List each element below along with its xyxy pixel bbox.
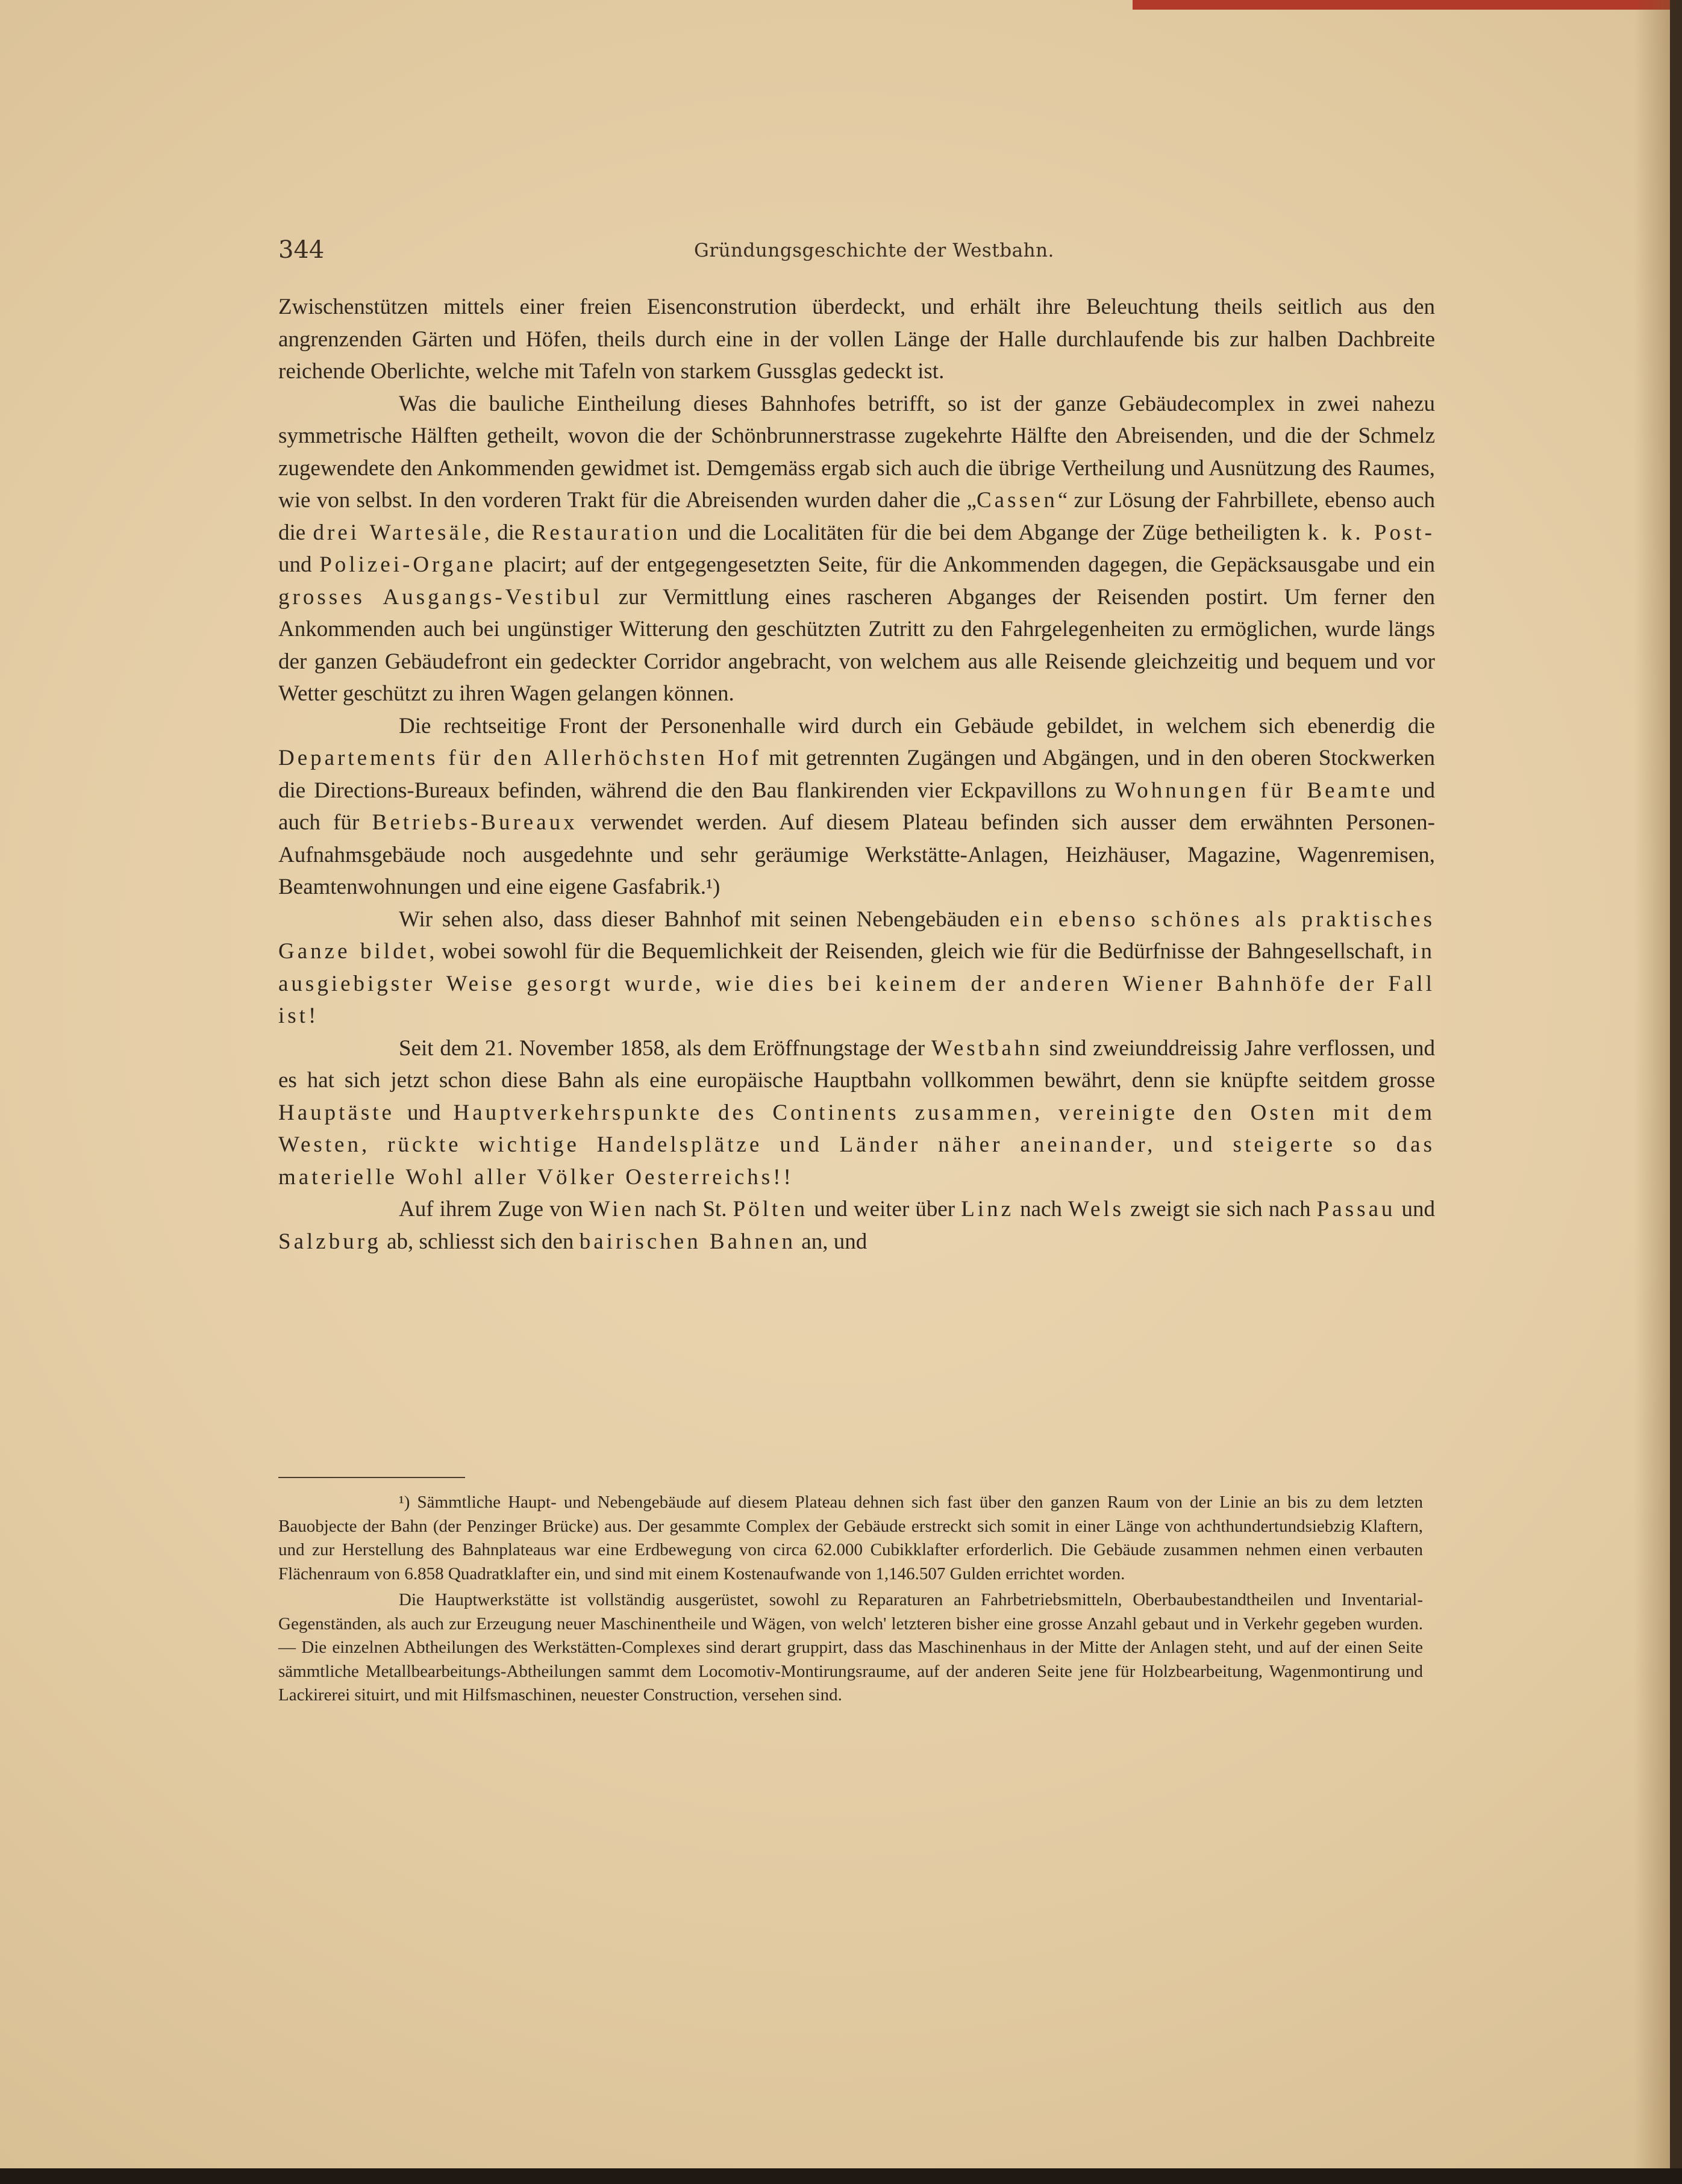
spaced-text-run: Restauration — [531, 520, 681, 545]
page-number: 344 — [278, 236, 325, 264]
text-run: Was die bauliche Eintheilung dieses Bahnhofes betrifft, so ist der ganze Gebäudecomplex in zwei nahezu symmetrische Hälften getheilt, wovon die der Schönbrunnerstrasse zugekehrte Hälfte den Abreisenden, und die der Schmelz zugewendete den Ankommenden gewidmet ist. Demgemäss ergab sich auch die übrige Vertheilung und Ausnützung des Raumes, wie von selbst. In den vorderen Trakt für die Abreisenden wurden daher die „ — [278, 391, 1435, 513]
text-run: Seit dem 21. November 1858, als dem Eröffnungstage der — [399, 1035, 931, 1061]
spaced-text-run: bairischen Bahnen — [579, 1229, 796, 1254]
text-run: placirt; auf der entgegengesetzten Seite, für die Ankommenden dagegen, die Gepäcksausgabe und ein — [496, 552, 1436, 577]
spaced-text-run: Wohnungen für Beamte — [1115, 778, 1393, 803]
paragraph — [278, 1193, 1435, 1258]
text-run: , die — [484, 520, 532, 545]
text-run: und — [278, 552, 320, 577]
text-run: nach St. — [648, 1197, 733, 1221]
text-run: und — [1395, 1197, 1436, 1221]
spaced-text-run: drei Wartesäle — [313, 520, 484, 545]
spaced-text-run: Salzburg — [278, 1229, 381, 1254]
text-run: und die Localitäten für die bei dem Abgange der Züge betheiligten — [680, 520, 1308, 545]
spaced-text-run: Linz — [961, 1197, 1014, 1221]
spaced-text-run: Pölten — [733, 1197, 808, 1221]
spaced-text-run: Hauptäste — [278, 1100, 395, 1125]
page-header — [278, 236, 1453, 266]
spaced-text-run: Betriebs-Bureaux — [372, 810, 578, 835]
text-run: Zwischenstützen mittels einer freien Eisenconstrution überdeckt, und erhält ihre Beleuchtung theils seitlich aus den angrenzenden Gärten und Höfen, theils durch eine in der vollen Länge der Halle durchlaufende bis zur halben Dachbreite reichende Oberlichte, welche mit Tafeln von starkem Gussglas gedeckt ist. — [278, 295, 1435, 384]
paragraph — [278, 710, 1435, 903]
text-run: sind zweiunddreissig Jahre verflossen, und es hat sich jetzt schon diese Bahn als eine europäische Hauptbahn vollkommen bewährt, denn sie knüpfte seitdem grosse — [278, 1035, 1435, 1093]
text-run: nach — [1014, 1197, 1069, 1221]
spaced-text-run: Westbahn — [931, 1035, 1043, 1061]
text-run: und auch für — [278, 778, 1436, 835]
text-run: Auf ihrem Zuge von — [399, 1197, 589, 1221]
text-run: “ zur Lösung der Fahrbillete, ebenso auch die — [278, 488, 1435, 545]
text-run: an, und — [796, 1229, 868, 1254]
spaced-text-run: in ausgiebigster Weise gesorgt wurde, wie dies bei keinem der anderen Wiener Bahnhöfe der Fall ist! — [278, 939, 1435, 1028]
paragraph — [278, 388, 1435, 710]
footnote: ¹) Sämmtliche Haupt- und Nebengebäude auf diesem Plateau dehnen sich fast über den ganzen Raum von der Linie an bis zu dem letzten Bauobjecte der Bahn (der Penzinger Brücke) aus. Der gesammte Complex der Gebäude erstreckt sich somit in einer Länge von achthundertundsiebzig Klaftern, und zur Herstellung des Bahnplateaus war eine Erdbewegung von circa 62.000 Cubikklafter erforderlich. Die Gebäude zusammen nehmen einen verbauten Flächenraum von 6.858 Quadratklafter ein, und sind mit einem Kostenaufwande von 1,146.507 Gulden errichtet worden. — [278, 1493, 1423, 1583]
footnote-divider — [278, 1477, 465, 1478]
paragraph — [278, 1032, 1435, 1194]
text-run: Die rechtseitige Front der Personenhalle wird durch ein Gebäude gebildet, in welchem sich ebenerdig die — [399, 713, 1435, 738]
text-run: ab, schliesst sich den — [381, 1229, 580, 1254]
binding-edge — [1133, 0, 1670, 10]
running-title: Gründungsgeschichte der Westbahn. — [694, 240, 1054, 261]
spaced-text-run: grosses Ausgangs-Vestibul — [278, 584, 603, 610]
spaced-text-run: Wels — [1068, 1197, 1125, 1221]
text-run: verwendet werden. Auf diesem Plateau befinden sich ausser dem erwähnten Personen-Aufnahmsgebäude noch ausgedehnte und sehr geräumige Werkstätte-Anlagen, Heizhäuser, Magazine, Wagenremisen, Beamtenwohnungen und eine eigene Gasfabrik.¹) — [278, 810, 1435, 899]
text-run: zur Vermittlung eines rascheren Abganges der Reisenden postirt. Um ferner den Ankommenden auch bei ungünstiger Witterung den geschützten Zutritt zu den Fahrgelegenheiten zu ermöglichen, wurde längs der ganzen Gebäudefront ein gedeckter Corridor angebracht, von welchem aus alle Reisende gleichzeitig und bequem und vor Wetter geschützt zu ihren Wagen gelangen können. — [278, 584, 1435, 706]
spaced-text-run: Hauptverkehrspunkte des Continents zusammen, vereinigte den Osten mit dem Westen, rückte wichtige Handelsplätze und Länder näher aneinander, und steigerte so das materielle Wohl aller Völker Oesterreichs!! — [278, 1100, 1435, 1190]
paragraph — [278, 291, 1435, 388]
spaced-text-run: Passau — [1316, 1197, 1396, 1221]
spaced-text-run: Cassen — [977, 488, 1058, 513]
spaced-text-run: k. k. Post- — [1307, 520, 1436, 545]
body-text — [278, 291, 1435, 1258]
page-edge-shadow — [1670, 0, 1682, 2184]
footnote: Die Hauptwerkstätte ist vollständig ausgerüstet, sowohl zu Reparaturen an Fahrbetriebsmitteln, Oberbaubestandtheilen und Inventarial-Gegenständen, als auch zur Erzeugung neuer Maschinentheile und Wägen, von welch' letzteren bisher eine grosse Anzahl gebaut und in Verkehr gegeben wurden. — Die einzelnen Abtheilungen des Werkstätten-Complexes sind derart gruppirt, dass das Maschinenhaus in der Mitte der Anlagen steht, und auf der einen Seite sämmtliche Metallbearbeitungs-Abtheilungen sammt dem Locomotiv-Montirungsraume, auf der anderen Seite jene für Holzbearbeitung, Wagenmontirung und Lackirerei situirt, und mit Hilfsmaschinen, neuester Construction, versehen sind. — [278, 1590, 1423, 1705]
text-run: und weiter über — [808, 1197, 961, 1221]
footnotes — [278, 1491, 1423, 1710]
text-run: , wobei sowohl für die Bequemlichkeit der Reisenden, gleich wie für die Bedürfnisse der Bahngesellschaft, — [429, 939, 1412, 964]
paragraph — [278, 903, 1435, 1032]
text-run: Wir sehen also, dass dieser Bahnhof mit seinen Nebengebäuden — [399, 906, 1010, 932]
scan-background — [0, 2168, 1682, 2184]
spaced-text-run: Polizei-Organe — [319, 552, 496, 577]
text-run: zweigt sie sich nach — [1124, 1197, 1317, 1221]
text-run: und — [394, 1100, 454, 1125]
spaced-text-run: Wien — [589, 1197, 649, 1221]
spaced-text-run: Departements für den Allerhöchsten Hof — [278, 746, 762, 770]
text-run: mit getrennten Zugängen und Abgängen, und in den oberen Stockwerken die Directions-Bureaux befinden, während die den Bau flankirenden vier Eckpavillons zu — [278, 746, 1435, 803]
spaced-text-run: ein ebenso schönes als praktisches Ganze bildet — [278, 906, 1435, 964]
